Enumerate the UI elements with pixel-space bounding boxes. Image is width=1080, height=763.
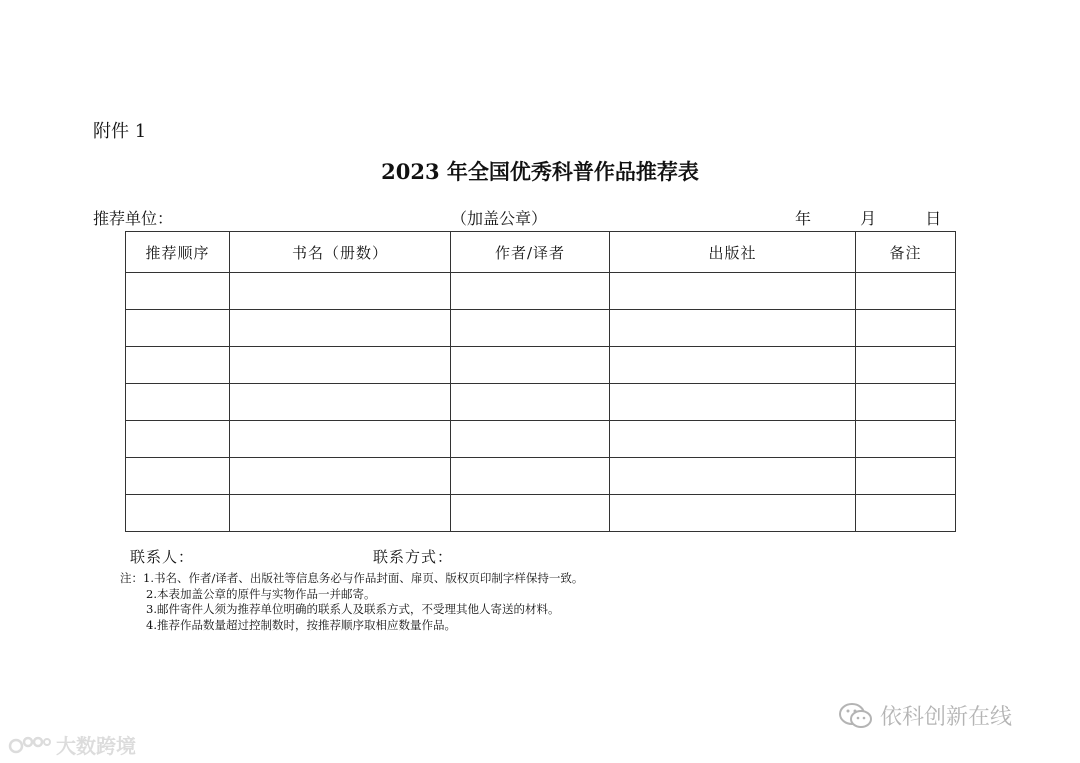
table-row bbox=[126, 495, 956, 532]
header-author: 作者/译者 bbox=[451, 232, 610, 273]
seal-label: （加盖公章） bbox=[451, 209, 548, 228]
note-line: 4.推荐作品数量超过控制数时，按推荐顺序取相应数量作品。 bbox=[146, 617, 456, 632]
recommendation-table bbox=[125, 231, 956, 532]
table-cell bbox=[856, 421, 956, 458]
table-cell bbox=[230, 458, 451, 495]
document-title: 2023 年全国优秀科普作品推荐表 bbox=[381, 159, 699, 184]
table-cell bbox=[126, 273, 230, 310]
table-cell bbox=[126, 347, 230, 384]
wechat-icon bbox=[838, 702, 874, 730]
table-cell bbox=[610, 310, 856, 347]
note-line: 注：1.书名、作者/译者、出版社等信息务必与作品封面、扉页、版权页印制字样保持一致。 bbox=[120, 571, 584, 585]
table-cell bbox=[451, 310, 610, 347]
table-cell bbox=[610, 384, 856, 421]
table-cell bbox=[230, 495, 451, 532]
brand-logo-icon bbox=[8, 734, 52, 756]
table-cell bbox=[856, 458, 956, 495]
table-row bbox=[126, 458, 956, 495]
recommending-unit-label: 推荐单位： bbox=[93, 209, 174, 228]
note-line: 2.本表加盖公章的原件与实物作品一并邮寄。 bbox=[146, 586, 376, 601]
contact-person-label: 联系人： bbox=[130, 548, 195, 566]
table-cell bbox=[451, 273, 610, 310]
table-cell bbox=[230, 384, 451, 421]
watermark-right bbox=[838, 700, 1012, 731]
day-label: 日 bbox=[925, 209, 942, 228]
table-cell bbox=[451, 421, 610, 458]
table-cell bbox=[610, 458, 856, 495]
watermark-left bbox=[8, 730, 136, 759]
table-cell bbox=[610, 347, 856, 384]
header-book-title: 书名（册数） bbox=[230, 232, 451, 273]
table-cell bbox=[856, 310, 956, 347]
table-cell bbox=[451, 458, 610, 495]
table-cell bbox=[451, 495, 610, 532]
table-cell bbox=[856, 273, 956, 310]
table-header-row bbox=[126, 232, 956, 273]
table-cell bbox=[230, 347, 451, 384]
month-label: 月 bbox=[860, 209, 877, 228]
table-row bbox=[126, 273, 956, 310]
date-line bbox=[795, 206, 941, 229]
watermark-right-text: 依科创新在线 bbox=[880, 705, 1013, 730]
table-cell bbox=[126, 458, 230, 495]
watermark-left-text: 大数跨境 bbox=[56, 734, 136, 758]
header-order: 推荐顺序 bbox=[126, 232, 230, 273]
table-cell bbox=[610, 273, 856, 310]
table-row bbox=[126, 421, 956, 458]
year-label: 年 bbox=[795, 209, 812, 228]
header-remarks: 备注 bbox=[856, 232, 956, 273]
header-publisher: 出版社 bbox=[610, 232, 856, 273]
table-cell bbox=[230, 273, 451, 310]
table-cell bbox=[230, 421, 451, 458]
table-cell bbox=[451, 347, 610, 384]
table-cell bbox=[126, 310, 230, 347]
table-cell bbox=[126, 384, 230, 421]
table-row bbox=[126, 347, 956, 384]
table-cell bbox=[610, 421, 856, 458]
attachment-label: 附件 1 bbox=[93, 121, 147, 142]
table-cell bbox=[856, 384, 956, 421]
contact-method-label: 联系方式： bbox=[373, 548, 454, 566]
table-cell bbox=[126, 495, 230, 532]
table-row bbox=[126, 310, 956, 347]
table-row bbox=[126, 384, 956, 421]
table-cell bbox=[610, 495, 856, 532]
notes-block bbox=[120, 571, 583, 633]
table-cell bbox=[856, 347, 956, 384]
table-cell bbox=[230, 310, 451, 347]
table-cell bbox=[126, 421, 230, 458]
table-cell bbox=[856, 495, 956, 532]
note-line: 3.邮件寄件人须为推荐单位明确的联系人及联系方式，不受理其他人寄送的材料。 bbox=[146, 602, 560, 616]
table-cell bbox=[451, 384, 610, 421]
